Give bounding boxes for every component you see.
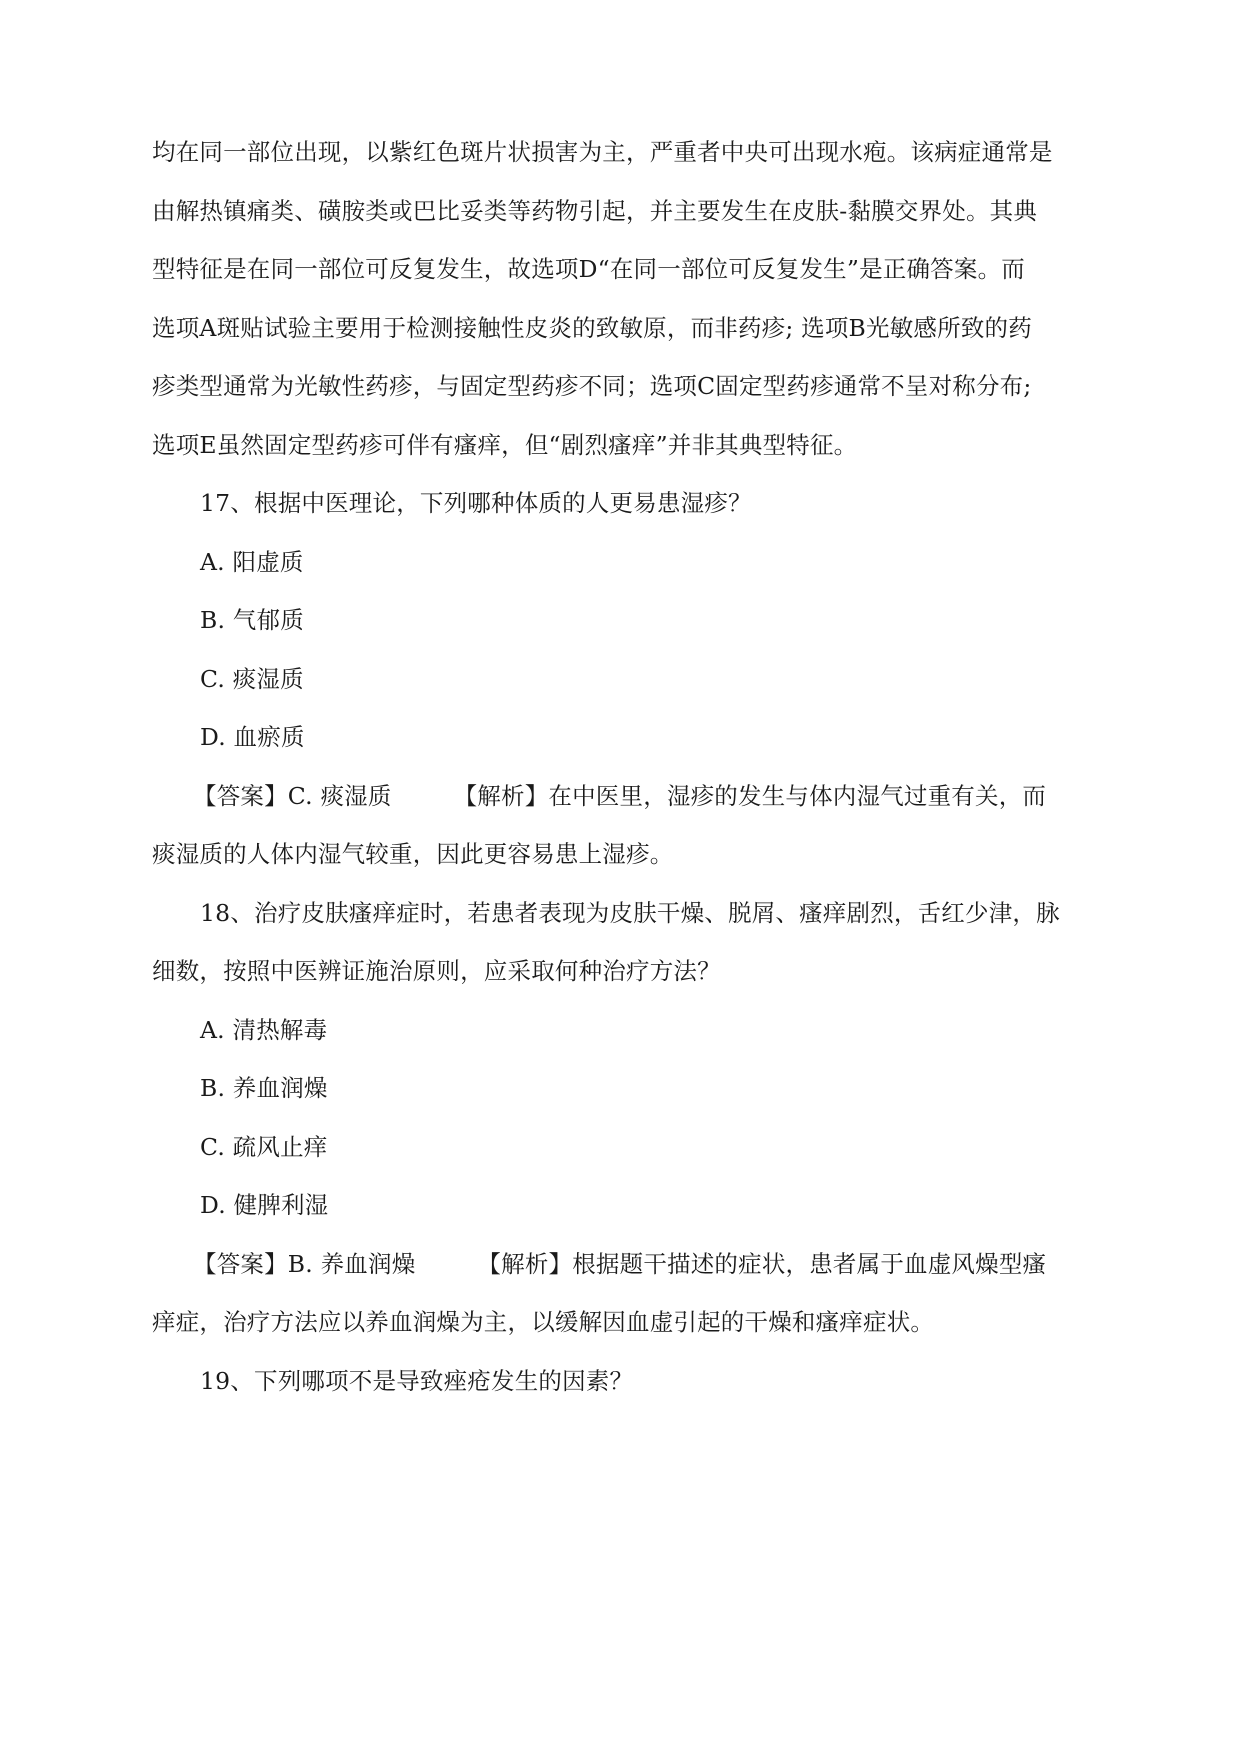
q18-question-line-1: 18、治疗皮肤瘙痒症时，若患者表现为皮肤干燥、脱屑、瘙痒剧烈，舌红少津，脉: [200, 899, 1060, 927]
q17-analysis: 【解析】在中医里，湿疹的发生与体内湿气过重有关，而: [453, 782, 1047, 810]
q18-question-line-2: 细数，按照中医辨证施治原则，应采取何种治疗方法？: [152, 957, 721, 985]
q18-option-c: C. 疏风止痒: [200, 1133, 328, 1161]
q18-option-b: B. 养血润燥: [200, 1074, 328, 1102]
q16-explanation-line-6: 选项E虽然固定型药疹可伴有瘙痒，但“剧烈瘙痒”并非其典型特征。: [152, 431, 858, 459]
q17-answer: 【答案】C. 痰湿质: [193, 782, 392, 810]
q18-answer-line: [193, 1248, 1092, 1280]
q18-analysis-continued: 痒症，治疗方法应以养血润燥为主，以缓解因血虚引起的干燥和瘙痒症状。: [152, 1308, 935, 1336]
q16-explanation-line-4: 选项A斑贴试验主要用于检测接触性皮炎的致敏原，而非药疹; 选项B光敏感所致的药: [152, 314, 1032, 342]
q17-option-d: D. 血瘀质: [200, 723, 305, 751]
q18-analysis: 【解析】根据题干描述的症状，患者属于血虚风燥型瘙: [477, 1250, 1047, 1278]
q18-option-d: D. 健脾利湿: [200, 1191, 329, 1219]
q17-answer-line: [193, 780, 1092, 812]
q17-option-a: A. 阳虚质: [200, 548, 304, 576]
q17-option-c: C. 痰湿质: [200, 665, 304, 693]
q17-question: 17、根据中医理论，下列哪种体质的人更易患湿疹？: [200, 489, 752, 517]
q16-explanation-line-5: 疹类型通常为光敏性药疹，与固定型药疹不同；选项C固定型药疹通常不呈对称分布;: [152, 372, 1032, 400]
q16-explanation-line-1: 均在同一部位出现，以紫红色斑片状损害为主，严重者中央可出现水疱。该病症通常是: [152, 138, 1053, 166]
q16-explanation-line-3: 型特征是在同一部位可反复发生，故选项D“在同一部位可反复发生”是正确答案。而: [152, 255, 1025, 283]
q17-analysis-continued: 痰湿质的人体内湿气较重，因此更容易患上湿疹。: [152, 840, 674, 868]
q19-question: 19、下列哪项不是导致痤疮发生的因素？: [200, 1367, 634, 1395]
q16-explanation-line-2: 由解热镇痛类、磺胺类或巴比妥类等药物引起，并主要发生在皮肤-黏膜交界处。其典: [152, 197, 1038, 225]
q18-option-a: A. 清热解毒: [200, 1016, 328, 1044]
q17-option-b: B. 气郁质: [200, 606, 304, 634]
q18-answer: 【答案】B. 养血润燥: [193, 1250, 416, 1278]
